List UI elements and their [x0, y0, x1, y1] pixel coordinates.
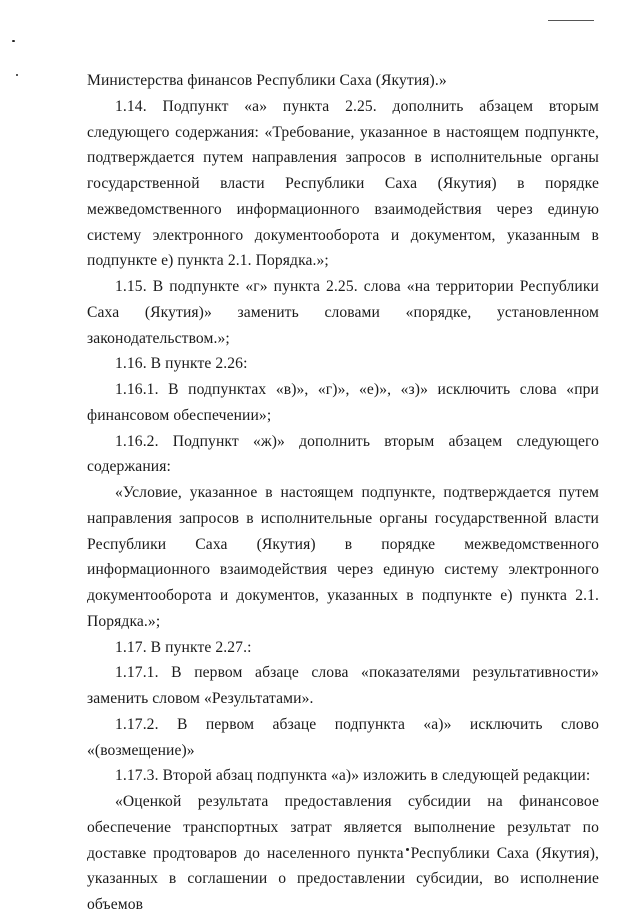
paragraph-1-17: 1.17. В пункте 2.27.:: [115, 638, 252, 656]
paragraph-quote-assessment: «Оценкой результата предоставления субсидии на финансовое обеспечение транспортных затрат является выполнение результат по доставке продтоваров до населенного пункта Республики Саха (Якутия), указанных в соглашении о предоставлении субсидии, во исполнение объемов: [87, 793, 599, 913]
scan-mark-top: [548, 20, 594, 21]
paragraph-quote-condition: «Условие, указанное в настоящем подпункте, подтверждается путем направления запросов в исполнительные органы государственной власти Республики Саха (Якутия) в порядке межведомственного информационного взаимодействия через единую систему электронного документооборота и документов, указанных в подпункте е) пункта 2.1. Порядка.»;: [87, 484, 599, 630]
paragraph-1-17-2: 1.17.2. В первом абзаце подпункта «а)» исключить слово «(возмещение)»: [87, 715, 599, 759]
paragraph-1-17-3: 1.17.3. Второй абзац подпункта «а)» изложить в следующей редакции:: [115, 767, 591, 785]
paragraph-1-16: 1.16. В пункте 2.26:: [115, 355, 248, 373]
paragraph-1-16-1: 1.16.1. В подпунктах «в)», «г)», «е)», «з)» исключить слова «при финансовом обеспечении»;: [87, 381, 599, 424]
paragraph-1-17-1: 1.17.1. В первом абзаце слова «показателями результативности» заменить словом «Результатами».: [87, 664, 599, 707]
paragraph-continuation: Министерства финансов Республики Саха (Якутия).»: [87, 72, 447, 89]
paragraph-1-14: 1.14. Подпункт «а» пункта 2.25. дополнить абзацем вторым следующего содержания: «Требование, указанное в настоящем подпункте, подтверждается путем направления запросов в исполнительные органы государственной власти Республики Саха (Якутия) в порядке межведомственного информационного взаимодействия через единую систему электронного документооборота и документом, указанным в подпункте е) пункта 2.1. Порядка.»;: [87, 97, 599, 270]
document-body: [87, 68, 599, 918]
paragraph-1-16-2: 1.16.2. Подпункт «ж)» дополнить вторым абзацем следующего содержания:: [87, 432, 599, 476]
scan-speck: [16, 74, 18, 76]
paragraph-1-15: 1.15. В подпункте «г» пункта 2.25. слова «на территории Республики Саха (Якутия)» заменить словами «порядке, установленном законодательством.»;: [87, 278, 599, 347]
scan-speck: [12, 40, 15, 42]
